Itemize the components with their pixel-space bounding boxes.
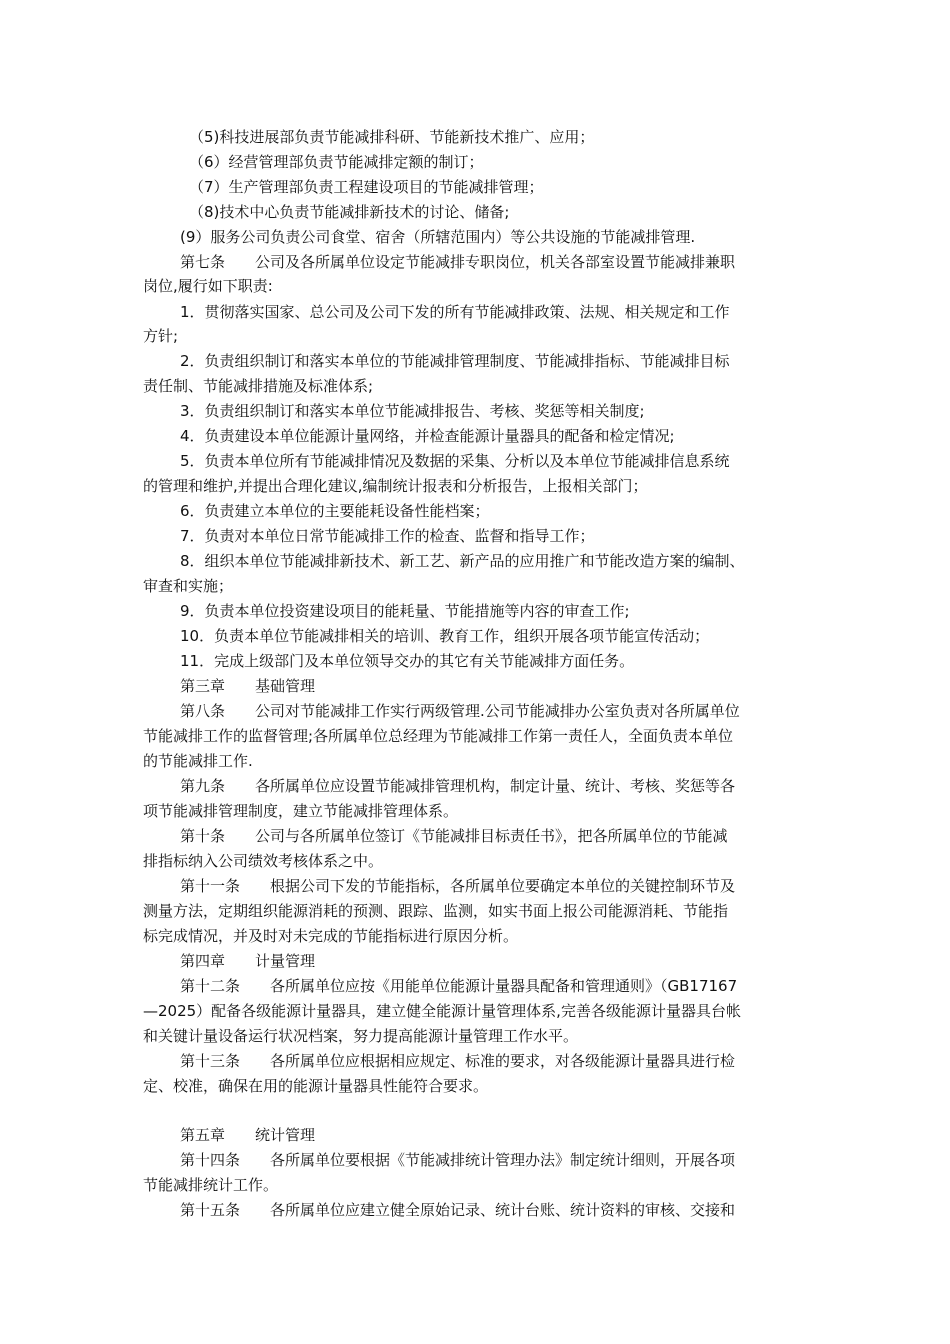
text-line: 9．负责本单位投资建设项目的能耗量、节能措施等内容的审查工作; (180, 602, 630, 620)
text-line: 第十三条 各所属单位应根据相应规定、标准的要求，对各级能源计量器具进行检 (180, 1052, 736, 1070)
text-line: 第十条 公司与各所属单位签订《节能减排目标责任书》，把各所属单位的节能减 (180, 827, 728, 845)
text-line: 标完成情况，并及时对未完成的节能指标进行原因分析。 (143, 927, 519, 945)
text-line: 11．完成上级部门及本单位领导交办的其它有关节能减排方面任务。 (180, 652, 635, 670)
text-line: 第十四条 各所属单位要根据《节能减排统计管理办法》制定统计细则，开展各项 (180, 1151, 736, 1169)
text-line: 和关键计量设备运行状况档案，努力提高能源计量管理工作水平。 (143, 1027, 579, 1045)
text-line: 的节能减排工作. (143, 752, 253, 770)
text-line: 排指标纳入公司绩效考核体系之中。 (143, 852, 384, 870)
text-line: 10．负责本单位节能减排相关的培训、教育工作，组织开展各项节能宣传活动； (180, 627, 710, 645)
text-line: 第十五条 各所属单位应建立健全原始记录、统计台账、统计资料的审核、交接和 (180, 1201, 736, 1219)
section-heading: 第四章 计量管理 (180, 952, 316, 970)
text-line: 项节能减排管理制度，建立节能减排管理体系。 (143, 802, 459, 820)
text-line: 6．负责建立本单位的主要能耗设备性能档案； (180, 502, 490, 520)
text-line: 5．负责本单位所有节能减排情况及数据的采集、分析以及本单位节能减排信息系统 (180, 452, 730, 470)
text-line: 方针; (143, 327, 179, 345)
text-line: —2025）配备各级能源计量器具，建立健全能源计量管理体系,完善各级能源计量器具台帐 (143, 1002, 741, 1020)
text-line: 第八条 公司对节能减排工作实行两级管理.公司节能减排办公室负责对各所属单位 (180, 702, 740, 720)
text-line: (9）服务公司负责公司食堂、宿舍（所辖范围内）等公共设施的节能减排管理. (180, 228, 696, 246)
text-line: 4．负责建设本单位能源计量网络，并检查能源计量器具的配备和检定情况; (180, 427, 675, 445)
text-line: 3．负责组织制订和落实本单位节能减排报告、考核、奖惩等相关制度; (180, 402, 645, 420)
section-heading: 第五章 统计管理 (180, 1126, 316, 1144)
text-line: 第十一条 根据公司下发的节能指标，各所属单位要确定本单位的关键控制环节及 (180, 877, 736, 895)
text-line: 节能减排统计工作。 (143, 1176, 279, 1194)
section-heading: 第三章 基础管理 (180, 677, 316, 695)
text-line: 定、校准，确保在用的能源计量器具性能符合要求。 (143, 1077, 489, 1095)
text-line: （8)技术中心负责节能减排新技术的讨论、储备; (189, 203, 510, 221)
text-line: （5)科技进展部负责节能减排科研、节能新技术推广、应用； (189, 128, 595, 146)
text-line: （6）经营管理部负责节能减排定额的制订； (189, 153, 484, 171)
text-line: 岗位,履行如下职责: (143, 277, 273, 295)
text-line: 8．组织本单位节能减排新技术、新工艺、新产品的应用推广和节能改造方案的编制、 (180, 552, 745, 570)
text-line: 第九条 各所属单位应设置节能减排管理机构，制定计量、统计、考核、奖惩等各 (180, 777, 736, 795)
text-line: 7．负责对本单位日常节能减排工作的检查、监督和指导工作； (180, 527, 595, 545)
text-line: 的管理和维护,并提出合理化建议,编制统计报表和分析报告，上报相关部门； (143, 477, 648, 495)
text-line: 第七条 公司及各所属单位设定节能减排专职岗位，机关各部室设置节能减排兼职 (180, 253, 736, 271)
text-line: 节能减排工作的监督管理;各所属单位总经理为节能减排工作第一责任人，全面负责本单位 (143, 727, 734, 745)
text-line: 1．贯彻落实国家、总公司及公司下发的所有节能减排政策、法规、相关规定和工作 (180, 303, 730, 321)
text-line: 测量方法，定期组织能源消耗的预测、跟踪、监测，如实书面上报公司能源消耗、节能指 (143, 902, 729, 920)
text-line: 第十二条 各所属单位应按《用能单位能源计量器具配备和管理通则》（GB17167 (180, 977, 738, 995)
text-line: 审查和实施； (143, 577, 234, 595)
text-line: 责任制、节能减排措施及标准体系; (143, 377, 374, 395)
text-line: 2．负责组织制订和落实本单位的节能减排管理制度、节能减排指标、节能减排目标 (180, 352, 730, 370)
text-line: （7）生产管理部负责工程建设项目的节能减排管理； (189, 178, 544, 196)
